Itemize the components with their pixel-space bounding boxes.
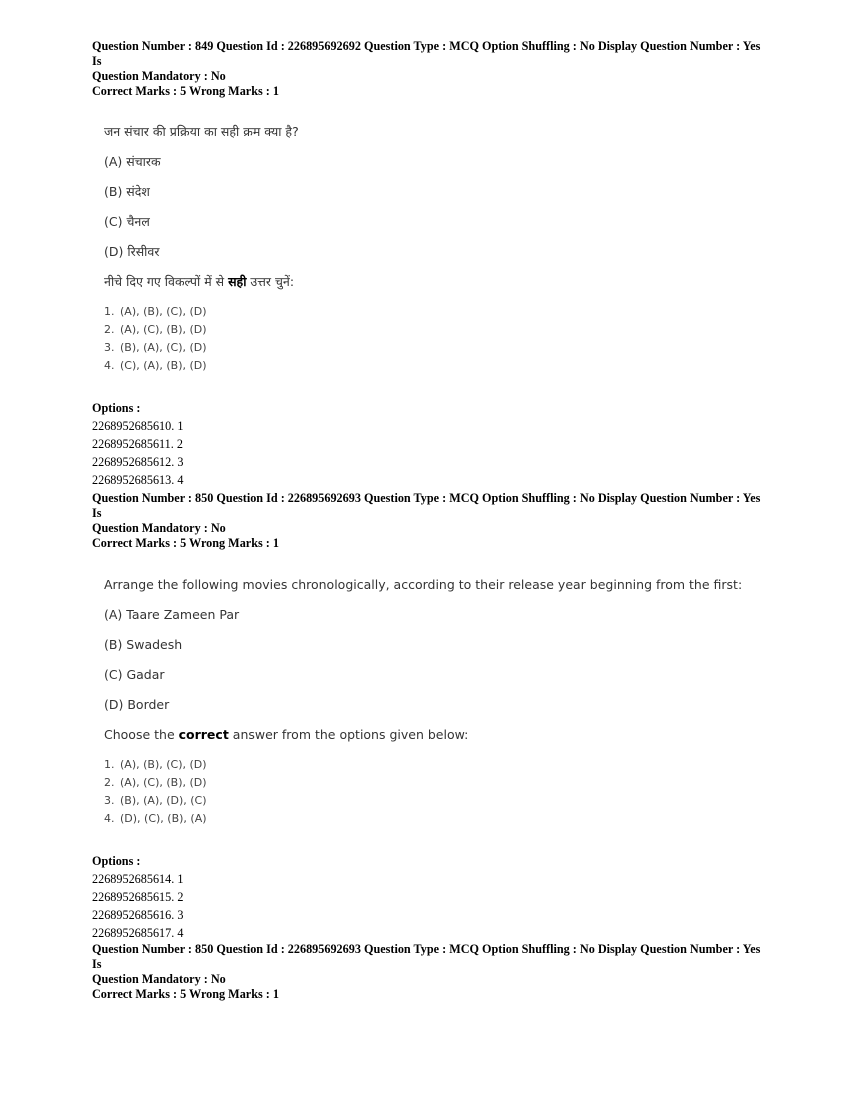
choice-text: (B), (A), (C), (D) [120,341,207,354]
options-label: Options : [92,854,141,868]
choice [104,341,772,359]
choice [104,305,772,323]
instruction-text: answer from the options given below: [228,727,469,742]
list-item: (D) रिसीवर [104,244,160,259]
choice-number: 2. [104,776,115,789]
meta-line: Correct Marks : 5 Wrong Marks : 1 [92,987,279,1001]
instruction [104,275,772,305]
question-meta [92,491,772,551]
list-item: (A) संचारक [104,154,161,169]
choice-text: (A), (B), (C), (D) [120,305,207,318]
choice-number: 3. [104,341,115,354]
question-block [92,491,772,942]
answer-choices [104,758,772,830]
choice [104,776,772,794]
question-block [92,942,772,1002]
question-image [104,125,772,377]
list-item: (C) चैनल [104,214,150,229]
choice [104,359,772,377]
meta-line: Correct Marks : 5 Wrong Marks : 1 [92,536,279,550]
choice-number: 1. [104,758,115,771]
option-line: 2268952685613. 4 [92,473,184,487]
instruction-emphasis: सही [228,274,247,289]
question-block [92,39,772,489]
question-image [104,578,772,830]
answer-choices [104,305,772,377]
choice [104,794,772,812]
meta-line: Question Mandatory : No [92,69,226,83]
option-line: 2268952685616. 3 [92,908,184,922]
choice-text: (A), (C), (B), (D) [120,776,207,789]
list-item: (B) संदेश [104,184,150,199]
option-line: 2268952685617. 4 [92,926,184,940]
option-line: 2268952685615. 2 [92,890,184,904]
options-label: Options : [92,401,141,415]
choice [104,323,772,341]
meta-line: Question Number : 849 Question Id : 226895692692 Question Type : MCQ Option Shuffling : No Display Question Number : Yes Is [92,39,761,68]
choice-number: 2. [104,323,115,336]
list-item: (C) Gadar [104,667,165,682]
list-item: (A) Taare Zameen Par [104,607,240,622]
choice-number: 4. [104,812,115,825]
choice [104,758,772,776]
option-line: 2268952685614. 1 [92,872,184,886]
question-stem: Arrange the following movies chronologically, according to their release year beginning from the first: [104,577,743,592]
question-stem: जन संचार की प्रक्रिया का सही क्रम क्या है? [104,124,299,139]
option-line: 2268952685612. 3 [92,455,184,469]
question-meta [92,942,772,1002]
list-item: (D) Border [104,697,170,712]
choice-number: 1. [104,305,115,318]
choice-text: (B), (A), (D), (C) [120,794,207,807]
choice-text: (D), (C), (B), (A) [120,812,207,825]
instruction-text: उत्तर चुनें: [246,274,295,289]
option-line: 2268952685610. 1 [92,419,184,433]
choice [104,812,772,830]
options-list [92,399,772,489]
choice-text: (A), (B), (C), (D) [120,758,207,771]
choice-number: 4. [104,359,115,372]
list-item: (B) Swadesh [104,637,183,652]
meta-line: Correct Marks : 5 Wrong Marks : 1 [92,84,279,98]
options-list [92,852,772,942]
instruction-text: Choose the [104,727,179,742]
choice-text: (C), (A), (B), (D) [120,359,207,372]
meta-line: Question Mandatory : No [92,521,226,535]
meta-line: Question Mandatory : No [92,972,226,986]
meta-line: Question Number : 850 Question Id : 226895692693 Question Type : MCQ Option Shuffling : No Display Question Number : Yes Is [92,942,761,971]
question-meta [92,39,772,99]
choice-number: 3. [104,794,115,807]
choice-text: (A), (C), (B), (D) [120,323,207,336]
meta-line: Question Number : 850 Question Id : 226895692693 Question Type : MCQ Option Shuffling : No Display Question Number : Yes Is [92,491,761,520]
instruction [104,728,772,758]
option-line: 2268952685611. 2 [92,437,183,451]
instruction-text: नीचे दिए गए विकल्पों में से [104,274,229,289]
instruction-emphasis: correct [178,727,229,742]
